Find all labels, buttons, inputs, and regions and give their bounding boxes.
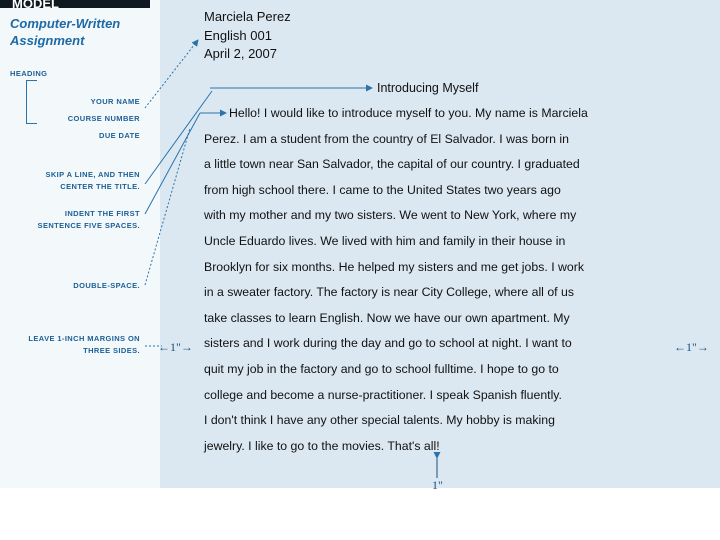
left-margin-mark: ←1"→ (158, 340, 193, 354)
arrow-double-space (145, 128, 190, 285)
heading-course: English 001 (204, 28, 272, 43)
essay-line: with my mother and my two sisters. We went to New York, where my (204, 208, 577, 223)
essay-line: from high school there. I came to the United States two years ago (204, 182, 561, 197)
label-double-space: DOUBLE-SPACE. (73, 281, 140, 290)
essay-title: Introducing Myself (377, 81, 479, 95)
arrow-skip-line (145, 91, 212, 184)
model-title-line-2: Assignment (10, 33, 85, 48)
essay-line: in a sweater factory. The factory is near City College, where all of us (204, 285, 574, 300)
label-indent-1: INDENT THE FIRST (64, 209, 140, 218)
label-course-number: COURSE NUMBER (67, 114, 140, 123)
bottom-margin-mark: 1" (432, 478, 443, 492)
label-your-name: YOUR NAME (90, 97, 140, 106)
arrow-to-heading (145, 40, 198, 108)
essay-line: a little town near San Salvador, the capital of our country. I graduated (204, 157, 580, 172)
heading-name: Marciela Perez (204, 9, 291, 24)
label-due-date: DUE DATE (99, 131, 140, 140)
model-title-line-1: Computer-Written (10, 16, 121, 31)
essay-line: Hello! I would like to introduce myself to you. My name is Marciela (229, 106, 588, 120)
essay-line: Brooklyn for six months. He helped my sisters and me get jobs. I work (204, 259, 584, 274)
essay-line: jewelry. I like to go to the movies. That's all! (204, 438, 440, 453)
label-indent-2: SENTENCE FIVE SPACES. (37, 221, 140, 230)
essay-line: sisters and I work during the day and go to school at night. I want to (204, 336, 572, 351)
heading-date: April 2, 2007 (204, 46, 277, 61)
essay-line: take classes to learn English. Now we have our own apartment. My (204, 310, 570, 325)
essay-line: Perez. I am a student from the country of El Salvador. I was born in (204, 131, 569, 146)
essay-line: college and become a nurse-practitioner. I speak Spanish fluently. (204, 387, 562, 402)
label-skip-line-2: CENTER THE TITLE. (60, 182, 140, 191)
essay-line: quit my job in the factory and go to school fulltime. I hope to go to (204, 362, 559, 376)
arrow-indent (145, 113, 200, 214)
right-margin-mark: ←1"→ (674, 340, 709, 354)
essay-line: I don't think I have any other special talents. My hobby is making (204, 413, 555, 428)
model-tab: MODEL (0, 0, 150, 8)
label-skip-line-1: SKIP A LINE, AND THEN (45, 170, 140, 179)
essay-line: Uncle Eduardo lives. We lived with him and family in their house in (204, 234, 566, 248)
label-margins-1: LEAVE 1-INCH MARGINS ON (28, 334, 140, 343)
label-margins-2: THREE SIDES. (83, 346, 140, 355)
label-heading: HEADING (10, 69, 48, 78)
